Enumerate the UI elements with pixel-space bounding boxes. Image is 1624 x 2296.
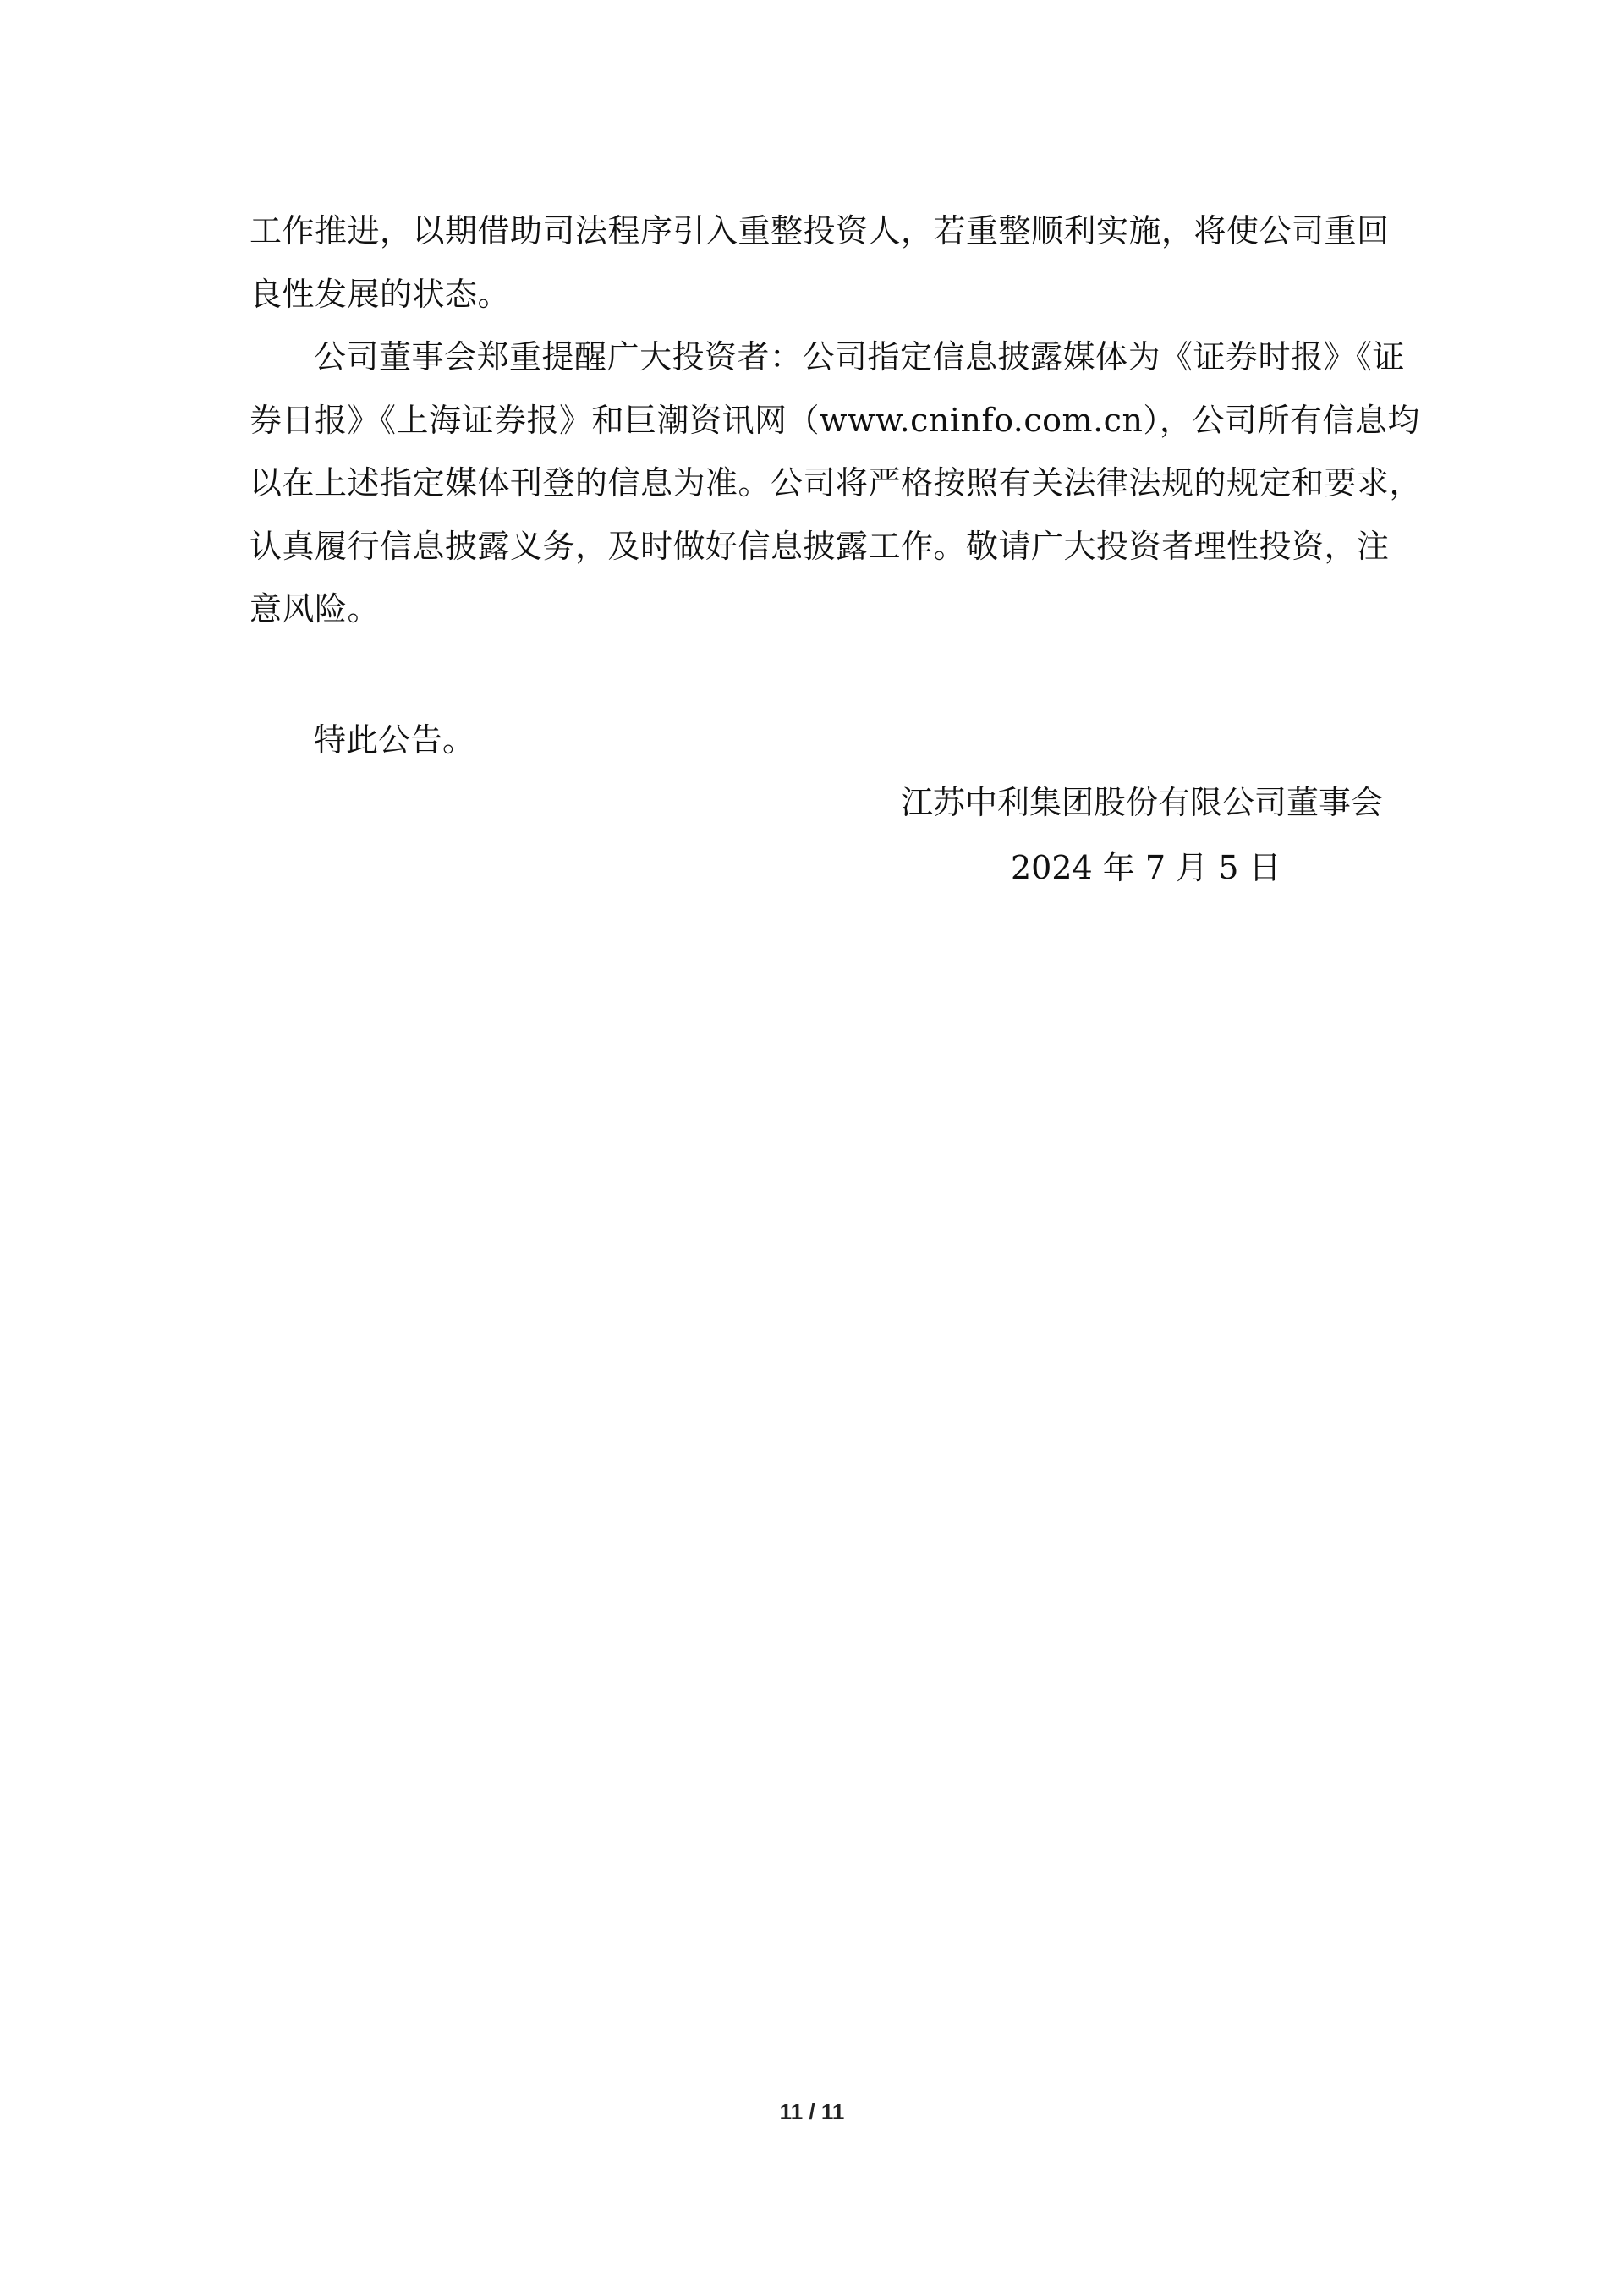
paragraph-line: 以在上述指定媒体刊登的信息为准。公司将严格按照有关法律法规的规定和要求， xyxy=(250,464,1423,501)
page-number: 11 / 11 xyxy=(779,2099,845,2124)
paragraph-line: 认真履行信息披露义务，及时做好信息披露工作。敬请广大投资者理性投资，注 xyxy=(250,527,1390,565)
paragraph-line: 公司董事会郑重提醒广大投资者：公司指定信息披露媒体为《证券时报》《证 xyxy=(314,338,1406,375)
paragraph-line: 券日报》《上海证券报》和巨潮资讯网（www.cninfo.com.cn），公司所有信息均 xyxy=(250,401,1420,439)
signature-company: 江苏中利集团股份有限公司董事会 xyxy=(900,784,1383,821)
paragraph-investor-reminder xyxy=(250,326,1423,641)
paragraph-continuation xyxy=(250,200,1390,326)
paragraph-line: 意风险。 xyxy=(250,590,381,627)
paragraph-line: 工作推进，以期借助司法程序引入重整投资人，若重整顺利实施，将使公司重回 xyxy=(250,212,1390,249)
signature-date: 2024 年 7 月 5 日 xyxy=(1011,849,1281,886)
closing-statement: 特此公告。 xyxy=(314,721,475,759)
paragraph-line: 良性发展的状态。 xyxy=(250,275,511,313)
